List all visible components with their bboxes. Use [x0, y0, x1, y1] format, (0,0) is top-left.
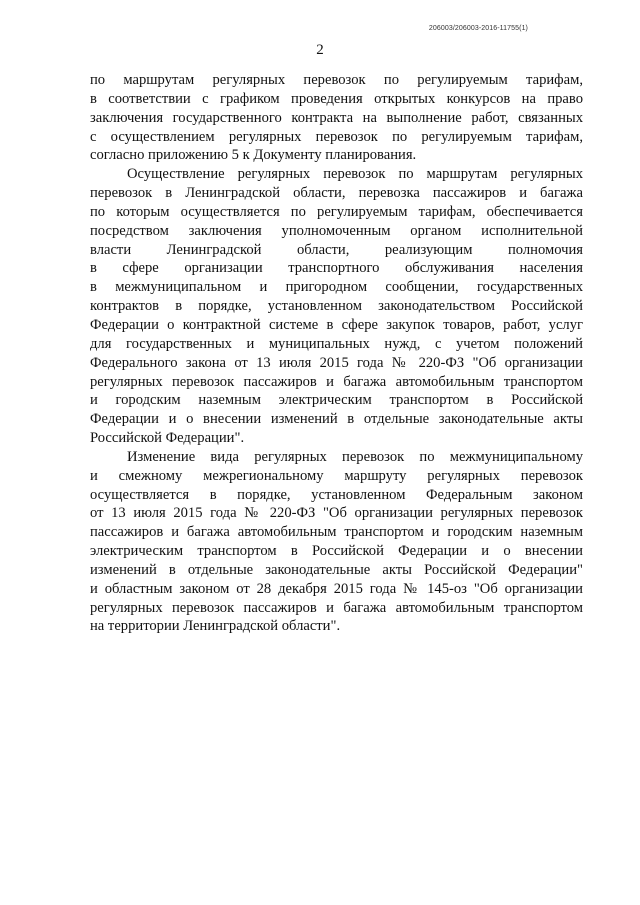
paragraph-route-type-change	[90, 448, 583, 636]
text-line: Федерального закона от 13 июля 2015 года № 220-ФЗ "Об организации	[90, 354, 583, 371]
text-line: согласно приложению 5 к Документу планирования.	[90, 147, 417, 164]
text-line: пассажиров и багажа автомобильным транспортом и городским наземным	[90, 524, 583, 541]
text-line: от 13 июля 2015 года № 220-ФЗ "Об организации регулярных перевозок	[90, 505, 583, 522]
text-line: и смежному межрегиональному маршруту регулярных перевозок	[90, 467, 583, 484]
paragraph-routes-schedule	[90, 71, 583, 165]
document-id: 206003/206003-2016-11755(1)	[428, 25, 528, 32]
text-line: электрическим транспортом в Российской Федерации и о внесении	[90, 543, 583, 560]
text-line: контрактов в порядке, установленном законодательством Российской	[90, 298, 583, 315]
text-line: Изменение вида регулярных перевозок по межмуниципальному	[127, 448, 583, 465]
text-line: заключения государственного контракта на выполнение работ, связанных	[90, 109, 583, 126]
text-line: регулярных перевозок пассажиров и багажа автомобильным транспортом	[90, 373, 583, 390]
text-line: регулярных перевозок пассажиров и багажа автомобильным транспортом	[90, 599, 583, 616]
text-line: Федерации о контрактной системе в сфере закупок товаров, работ, услуг	[90, 316, 583, 333]
text-line: Осуществление регулярных перевозок по маршрутам регулярных	[127, 166, 583, 183]
text-line: посредством заключения уполномоченным органом исполнительной	[90, 222, 583, 239]
text-line: в соответствии с графиком проведения открытых конкурсов на право	[90, 90, 583, 107]
document-body	[90, 71, 583, 636]
page-number: 2	[316, 42, 324, 58]
text-line: на территории Ленинградской области".	[90, 618, 341, 635]
text-line: для государственных и муниципальных нужд, с учетом положений	[90, 335, 583, 352]
text-line: в межмуниципальном и пригородном сообщении, государственных	[90, 279, 583, 296]
text-line: по которым осуществляется по регулируемым тарифам, обеспечивается	[90, 203, 583, 220]
text-line: Федерации и о внесении изменений в отдельные законодательные акты	[90, 411, 583, 428]
text-line: Российской Федерации".	[90, 430, 245, 447]
text-line: перевозок в Ленинградской области, перевозка пассажиров и багажа	[90, 185, 583, 202]
text-line: осуществляется в порядке, установленном Федеральным законом	[90, 486, 583, 503]
text-line: и областным законом от 28 декабря 2015 года № 145-оз "Об организации	[90, 580, 583, 597]
text-line: власти Ленинградской области, реализующим полномочия	[90, 241, 583, 258]
paragraph-regulated-transport	[90, 165, 583, 448]
text-line: с осуществлением регулярных перевозок по регулируемым тарифам,	[90, 128, 583, 145]
text-line: изменений в отдельные законодательные акты Российской Федерации"	[90, 561, 583, 578]
text-line: в сфере организации транспортного обслуживания населения	[90, 260, 583, 277]
text-line: и городским наземным электрическим транспортом в Российской	[90, 392, 583, 409]
text-line: по маршрутам регулярных перевозок по регулируемым тарифам,	[90, 72, 583, 88]
